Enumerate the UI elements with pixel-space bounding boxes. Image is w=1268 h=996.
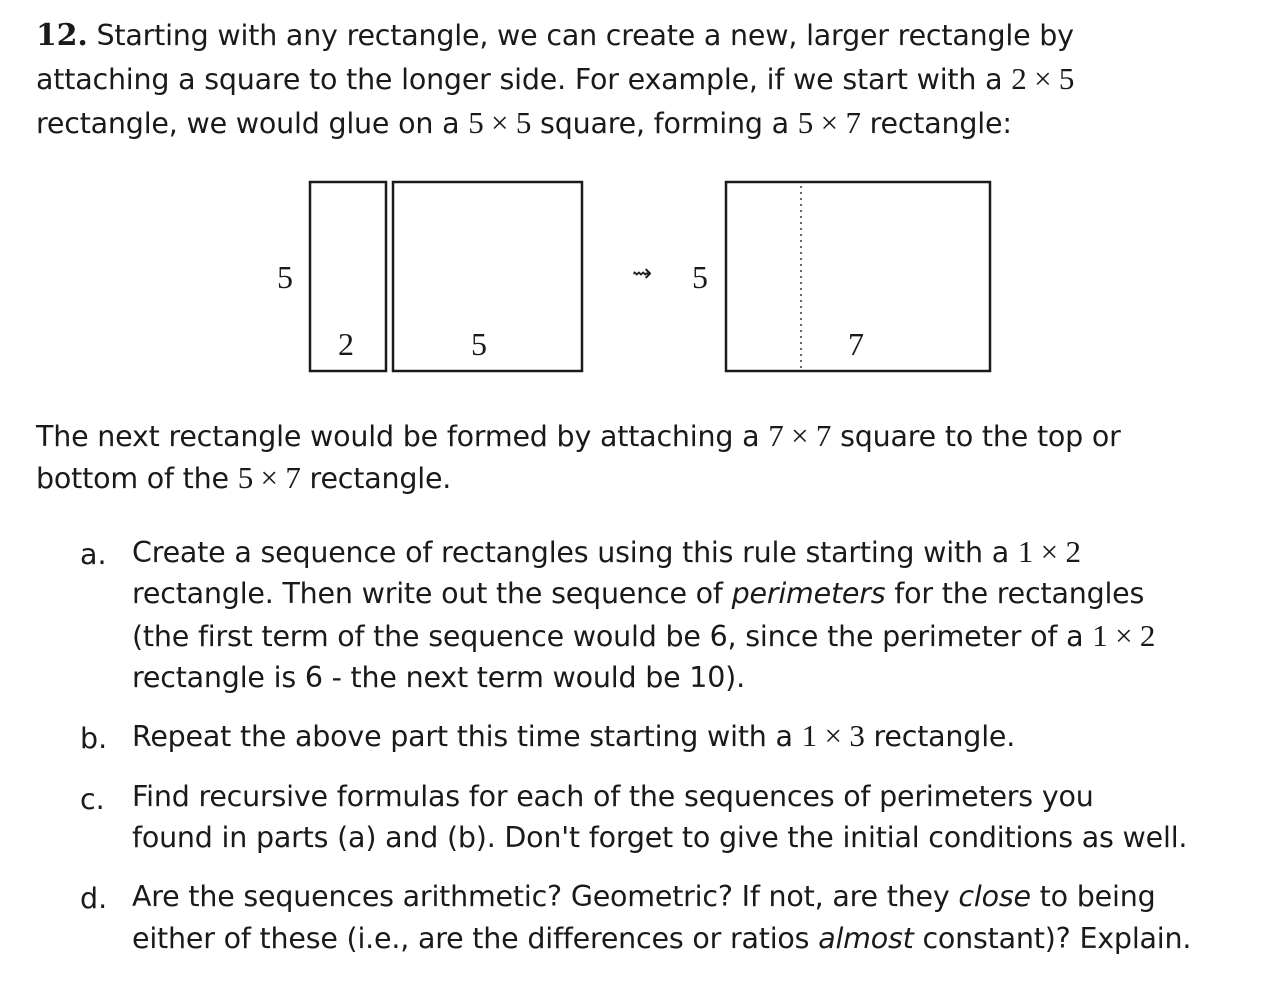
part-a-line-2	[132, 573, 1144, 615]
part-a-text-2b: for the rectangles	[885, 577, 1145, 610]
part-d-emphasis-1: close	[958, 880, 1031, 913]
part-d-text-1b: to being	[1030, 880, 1156, 913]
part-d-text-2a: either of these (i.e., are the differences or ratios	[132, 922, 819, 955]
next-text-1a: The next rectangle would be formed by attaching a	[36, 420, 769, 453]
intro-text-2: attaching a square to the longer side. For example, if we start with a	[36, 63, 1012, 96]
part-d-label: d.	[80, 882, 108, 915]
part-a-line-4: rectangle is 6 - the next term would be 10).	[132, 661, 745, 694]
math-5x7: 5 × 7	[797, 105, 861, 140]
math-5x5: 5 × 5	[468, 105, 532, 140]
intro-text-3a: rectangle, we would glue on a	[36, 107, 469, 140]
part-c-line-2: found in parts (a) and (b). Don't forget to give the initial conditions as well.	[132, 821, 1188, 854]
part-d-text-2b: constant)? Explain.	[913, 922, 1192, 955]
intro-text-1: Starting with any rectangle, we can create a new, larger rectangle by	[96, 19, 1074, 52]
part-b-text-1b: rectangle.	[864, 720, 1016, 753]
problem-number: 12.	[36, 18, 88, 53]
next-text-1b: square to the top or	[831, 420, 1121, 453]
part-b-line-1	[132, 715, 1015, 758]
squiggle-arrow-icon: ⇝	[632, 259, 653, 287]
part-d-text-1a: Are the sequences arithmetic? Geometric? If not, are they	[132, 880, 959, 913]
label-result-height-5: 5	[692, 259, 708, 295]
part-b-text-1a: Repeat the above part this time starting with a	[132, 720, 802, 753]
part-d-emphasis-2: almost	[818, 922, 914, 955]
part-d-line-1	[132, 876, 1155, 918]
math-1x2: 1 × 2	[1017, 534, 1081, 569]
part-a-emphasis: perimeters	[731, 577, 886, 610]
part-a-text-1: Create a sequence of rectangles using this rule starting with a	[132, 536, 1018, 569]
math-7x7: 7 × 7	[768, 418, 832, 453]
next-text-2b: rectangle.	[300, 462, 452, 495]
part-a-line-3	[132, 615, 1155, 658]
next-line-2	[36, 457, 451, 500]
math-2x5: 2 × 5	[1011, 61, 1075, 96]
label-width-7: 7	[848, 326, 864, 362]
part-c-line-1: Find recursive formulas for each of the sequences of perimeters you	[132, 780, 1094, 813]
rectangle-figure	[0, 0, 1268, 400]
next-line-1	[36, 415, 1121, 458]
label-height-5: 5	[277, 259, 293, 295]
part-a-text-3: (the first term of the sequence would be 6, since the perimeter of a	[132, 620, 1093, 653]
square-5x5	[393, 182, 582, 371]
math-1x2-b: 1 × 2	[1092, 618, 1156, 653]
label-width-2: 2	[338, 326, 354, 362]
label-square-5: 5	[471, 326, 487, 362]
part-b-label: b.	[80, 722, 108, 755]
part-d-line-2	[132, 918, 1191, 960]
intro-text-3c: rectangle:	[860, 107, 1012, 140]
intro-text-3b: square, forming a	[531, 107, 798, 140]
math-5x7-b: 5 × 7	[237, 460, 301, 495]
math-1x3: 1 × 3	[801, 718, 865, 753]
part-a-label: a.	[80, 538, 107, 571]
next-text-2a: bottom of the	[36, 462, 238, 495]
part-a-text-2a: rectangle. Then write out the sequence of	[132, 577, 732, 610]
part-c-label: c.	[80, 783, 105, 816]
part-a-line-1	[132, 531, 1081, 574]
